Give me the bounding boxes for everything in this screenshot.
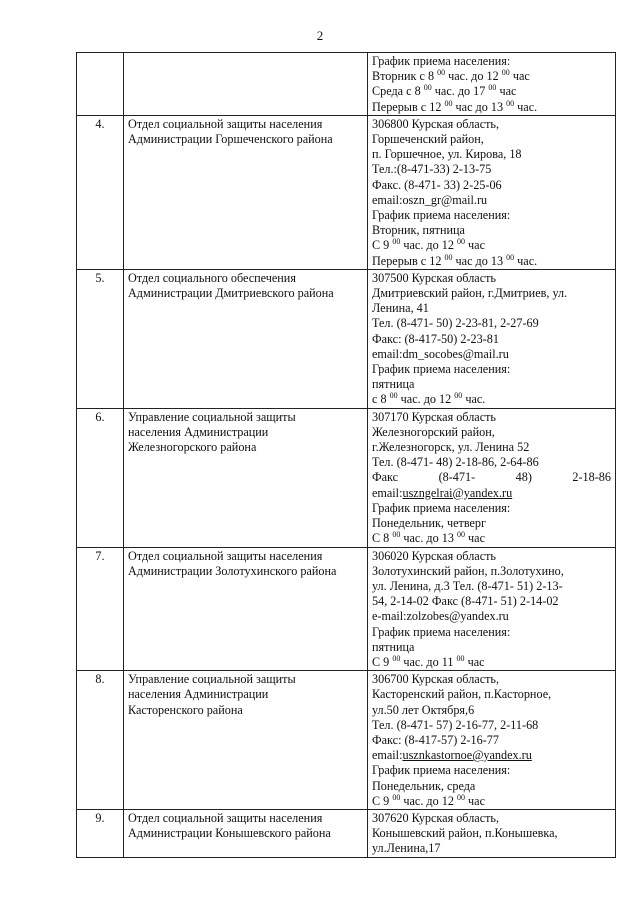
time-minutes-superscript: 00 [392,237,401,247]
time-minutes-superscript: 00 [457,530,465,540]
contact-info-line: График приема населения: [372,500,511,515]
table-row [77,269,616,408]
contact-info-line: Касторенский район, п.Касторное, [372,687,552,702]
row-number-cell: 8. [77,671,124,810]
contact-info-line: Факс: (8-417-57) 2-16-77 [372,732,499,747]
office-name-line: Администрации Конышевского района [128,826,331,841]
office-name-cell [124,269,368,408]
time-minutes-superscript: 00 [488,83,497,93]
contact-info-cell [368,115,616,269]
contact-info-line: email:uszngelrai@yandex.ru [372,485,513,500]
office-name-cell [124,115,368,269]
contact-info-line: пятница [372,377,415,392]
contact-info-line: п. Горшечное, ул. Кирова, 18 [372,147,522,162]
contact-info-line: ул. Ленина, д.3 Тел. (8-471- 51) 2-13- [372,578,563,593]
contact-info-line: email:oszn_gr@mail.ru [372,192,488,207]
office-name-cell [124,809,368,857]
contact-info-line: Понедельник, среда [372,778,476,793]
office-name-cell [124,671,368,810]
email-link[interactable]: usznkastornoe@yandex.ru [402,748,532,763]
table-row [77,671,616,810]
contact-info-line: ул.50 лет Октября,6 [372,702,475,717]
contact-info-line: email:dm_socobes@mail.ru [372,346,509,361]
time-minutes-superscript: 00 [501,68,510,78]
fax-line-word: 48) [515,470,532,485]
contact-info-line: С 9 $^{00}$ час. до 12 $^{00}$ час [372,237,485,253]
office-name-cell [124,547,368,671]
office-name-line: Отдел социальной защиты населения [128,116,323,131]
contact-info-line: Вторник, пятница [372,223,465,238]
time-minutes-superscript: 00 [392,792,401,802]
contact-info-line: г.Железногорск, ул. Ленина 52 [372,440,530,455]
row-number-cell: 9. [77,809,124,857]
contact-info-cell [368,269,616,408]
contact-info-line: 306020 Курская область [372,548,496,563]
contact-info-line: Тел. (8-471- 50) 2-23-81, 2-27-69 [372,316,539,331]
contact-info-line: График приема населения: [372,54,511,68]
time-minutes-superscript: 00 [444,252,453,262]
contact-info-line: 306800 Курская область, [372,116,500,131]
row-number-cell: 5. [77,269,124,408]
contact-info-line: пятница [372,639,415,654]
time-minutes-superscript: 00 [423,83,432,93]
contact-info-cell [368,408,616,547]
row-number-cell [77,53,124,116]
table-row [77,408,616,547]
contact-info-cell [368,809,616,857]
fax-line-word: (8-471- [438,470,476,485]
contact-info-cell [368,53,616,116]
contact-info-line: С 9 $^{00}$ час. до 11 $^{00}$ час [372,653,485,669]
email-link[interactable]: uszngelrai@yandex.ru [402,485,513,500]
contact-info-line: Тел.:(8-471-33) 2-13-75 [372,162,492,177]
contact-info-line: Факс: (8-417-50) 2-23-81 [372,331,499,346]
time-minutes-superscript: 00 [457,237,465,247]
contact-info-line: График приема населения: [372,362,511,377]
table-body [77,53,616,858]
office-name-line: Администрации Горшеченского района [128,132,333,147]
office-name-line: Отдел социального обеспечения [128,270,296,285]
fax-line-word: Факс [372,470,399,485]
row-number-cell: 6. [77,408,124,547]
office-name-line: населения Администрации [128,687,269,702]
contact-info-line: График приема населения: [372,208,511,223]
office-name-line: Управление социальной защиты [128,409,296,424]
contact-info-line: 54, 2-14-02 Факс (8-471- 51) 2-14-02 [372,594,559,609]
contact-info-line: email:usznkastornoe@yandex.ru [372,748,532,763]
time-minutes-superscript: 00 [437,68,446,78]
office-name-line: Железногорского района [128,440,257,455]
office-name-line: населения Администрации [128,424,269,439]
time-minutes-superscript: 00 [506,252,515,262]
table-row [77,547,616,671]
time-minutes-superscript: 00 [392,653,401,663]
contact-info-line: Ленина, 41 [372,301,429,316]
offices-table [76,52,616,858]
time-minutes-superscript: 00 [457,792,465,802]
contact-info-line: Конышевский район, п.Конышевка, [372,826,558,841]
contact-info-line: С 9 $^{00}$ час. до 12 $^{00}$ час [372,792,485,808]
fax-line [372,470,611,485]
contact-info-line: Тел. (8-471- 57) 2-16-77, 2-11-68 [372,717,539,732]
contact-info-cell [368,671,616,810]
contact-info-line: С 8 $^{00}$ час. до 13 $^{00}$ час [372,530,485,546]
contact-info-line: Факс. (8-471- 33) 2-25-06 [372,177,502,192]
office-name-line: Администрации Дмитриевского района [128,286,334,301]
contact-info-line: Понедельник, четверг [372,516,487,531]
time-minutes-superscript: 00 [454,391,463,401]
office-name-line: Администрации Золотухинского района [128,563,337,578]
contact-info-line: 307620 Курская область, [372,810,500,825]
contact-info-line: Перерыв с 12 $^{00}$ час до 13 $^{00}$ час. [372,98,538,114]
time-minutes-superscript: 00 [389,391,398,401]
contact-info-line: Железногорский район, [372,424,495,439]
contact-info-line: График приема населения: [372,763,511,778]
contact-info-line: e-mail:zolzobes@yandex.ru [372,609,509,624]
table-row [77,115,616,269]
contact-info-line: Золотухинский район, п.Золотухино, [372,563,564,578]
contact-info-line: 307500 Курская область [372,270,496,285]
time-minutes-superscript: 00 [456,653,465,663]
contact-info-line: 306700 Курская область, [372,672,500,687]
contact-info-line: График приема населения: [372,624,511,639]
office-name-cell [124,53,368,116]
contact-info-line: Дмитриевский район, г.Дмитриев, ул. [372,286,568,301]
page-number: 2 [316,28,324,43]
row-number-cell: 7. [77,547,124,671]
contact-info-line: Вторник с 8 $^{00}$ час. до 12 $^{00}$ час [372,68,530,84]
office-name-cell [124,408,368,547]
time-minutes-superscript: 00 [444,98,453,108]
office-name-line: Отдел социальной защиты населения [128,548,323,563]
contact-info-line: 307170 Курская область [372,409,496,424]
fax-line-word: 2-18-86 [572,470,611,485]
table-row [77,53,616,116]
contact-info-line: Горшеченский район, [372,132,484,147]
time-minutes-superscript: 00 [506,98,515,108]
table-row [77,809,616,857]
office-name-line: Отдел социальной защиты населения [128,810,323,825]
contact-info-line: с 8 $^{00}$ час. до 12 $^{00}$ час. [372,391,486,407]
row-number-cell: 4. [77,115,124,269]
contact-info-line: Среда с 8 $^{00}$ час. до 17 $^{00}$ час [372,83,517,99]
contact-info-line: ул.Ленина,17 [372,841,441,856]
office-name-line: Управление социальной защиты [128,672,296,687]
office-name-line: Касторенского района [128,702,243,717]
contact-info-line: Тел. (8-471- 48) 2-18-86, 2-64-86 [372,455,539,470]
contact-info-cell [368,547,616,671]
time-minutes-superscript: 00 [392,530,401,540]
contact-info-line: Перерыв с 12 $^{00}$ час до 13 $^{00}$ час. [372,252,538,268]
